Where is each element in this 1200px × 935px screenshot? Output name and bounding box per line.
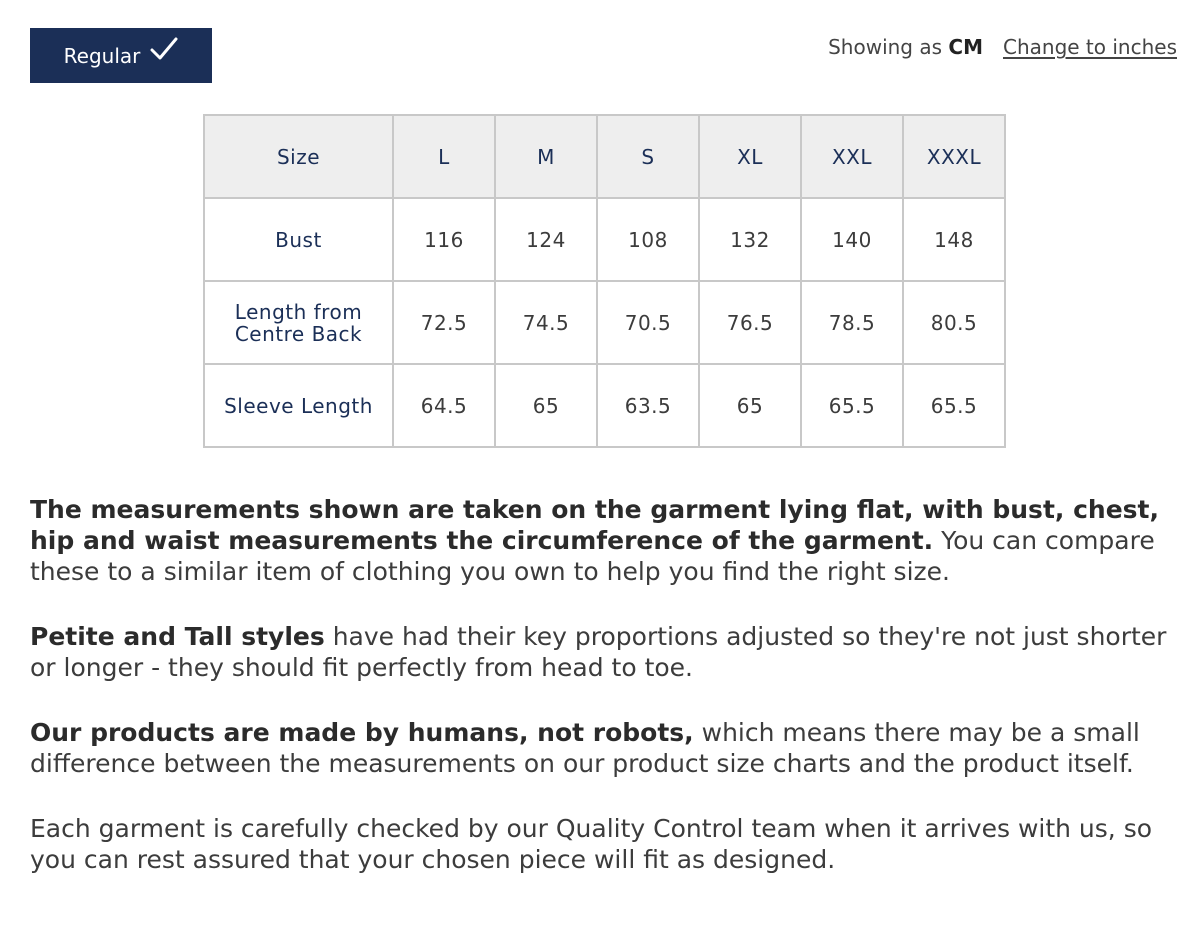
size-header-cell: XL	[699, 115, 801, 198]
note-paragraph	[30, 494, 1190, 587]
note-paragraph	[30, 813, 1190, 875]
table-row	[204, 281, 1005, 364]
measurement-cell: 76.5	[699, 281, 801, 364]
measurement-cell: 64.5	[393, 364, 495, 447]
note-emphasis: The measurements shown are taken on the garment lying flat, with bust, chest, hip and waist measurements the circumference of the garment.	[30, 495, 1159, 555]
measurement-cell: 65	[699, 364, 801, 447]
note-paragraph	[30, 717, 1190, 779]
measurement-cell: 140	[801, 198, 903, 281]
note-text: which means there may be a small difference between the measurements on our product size charts and the product itself.	[30, 718, 1140, 778]
measurement-cell: 108	[597, 198, 699, 281]
note-text: Each garment is carefully checked by our Quality Control team when it arrives with us, so you can rest assured that your chosen piece will fit as designed.	[30, 814, 1153, 874]
size-header-label: Size	[204, 115, 393, 198]
size-header-cell: M	[495, 115, 597, 198]
measurement-cell: 65.5	[903, 364, 1005, 447]
measurement-cell: 65	[495, 364, 597, 447]
note-text: have had their key proportions adjusted so they're not just shorter or longer - they should fit perfectly from head to toe.	[30, 622, 1167, 682]
fit-regular-button[interactable]	[30, 28, 212, 83]
units-prefix: Showing as	[828, 35, 943, 59]
size-header-cell: S	[597, 115, 699, 198]
size-chart-table	[203, 114, 1006, 448]
measurement-cell: 124	[495, 198, 597, 281]
row-label: Length from Centre Back	[204, 281, 393, 364]
units-current: CM	[948, 35, 983, 59]
note-paragraph	[30, 621, 1190, 683]
units-bar	[828, 35, 1177, 59]
row-label: Sleeve Length	[204, 364, 393, 447]
measurement-cell: 80.5	[903, 281, 1005, 364]
note-emphasis: Our products are made by humans, not robots,	[30, 718, 694, 747]
measurement-cell: 148	[903, 198, 1005, 281]
row-label: Bust	[204, 198, 393, 281]
measurement-cell: 63.5	[597, 364, 699, 447]
measurement-cell: 70.5	[597, 281, 699, 364]
checkmark-icon	[150, 37, 178, 61]
measurement-cell: 116	[393, 198, 495, 281]
size-header-cell: XXXL	[903, 115, 1005, 198]
note-emphasis: Petite and Tall styles	[30, 622, 325, 651]
units-status	[828, 35, 983, 59]
size-header-cell: XXL	[801, 115, 903, 198]
table-row	[204, 198, 1005, 281]
size-header-cell: L	[393, 115, 495, 198]
size-notes	[30, 494, 1190, 909]
table-row	[204, 364, 1005, 447]
note-text: You can compare these to a similar item of clothing you own to help you find the right size.	[30, 526, 1155, 586]
measurement-cell: 74.5	[495, 281, 597, 364]
measurement-cell: 72.5	[393, 281, 495, 364]
measurement-cell: 132	[699, 198, 801, 281]
fit-regular-label: Regular	[63, 43, 141, 68]
size-header-row	[204, 115, 1005, 198]
change-to-inches-link[interactable]: Change to inches	[1003, 35, 1177, 59]
measurement-cell: 65.5	[801, 364, 903, 447]
measurement-cell: 78.5	[801, 281, 903, 364]
